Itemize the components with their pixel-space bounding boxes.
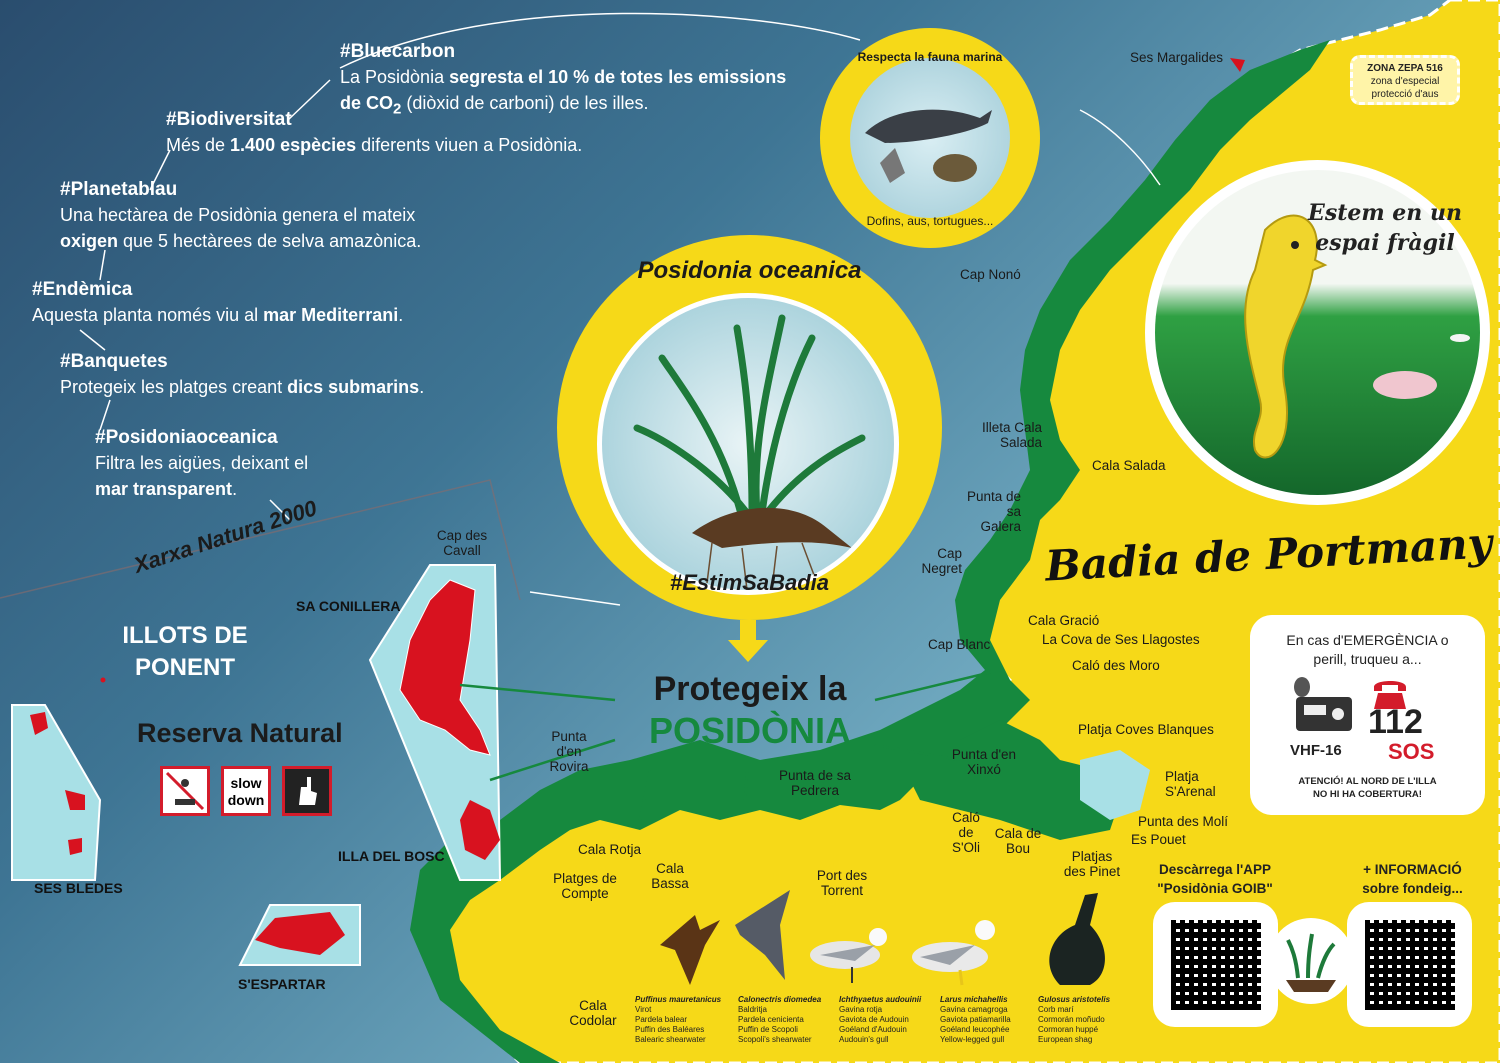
sos-label: SOS [1388, 739, 1435, 764]
bird-panel [620, 885, 1135, 1055]
bledes-island-3 [68, 838, 82, 855]
bird-caption: Puffinus mauretanicus Virot Pardela balear Puffin des Baléares Balearic shearwater [635, 995, 722, 1044]
bird-caption: Ichthyaetus audouinii Gavina rotja Gaviota de Audouin Goéland d'Audouin Audouin's gull [839, 995, 922, 1044]
place-label: Cap Nonó [960, 267, 1021, 282]
zepa-line3: protecció d'aus [1371, 89, 1439, 100]
place-label: Illeta Cala Salada [981, 420, 1042, 450]
fauna-top-label: Respecta la fauna marina [857, 50, 1003, 64]
protegeix-line1: Protegeix la [653, 670, 847, 708]
cory-shearwater-icon [735, 890, 790, 980]
fact-tag: #Planetablau [60, 179, 178, 200]
emergency-card [1250, 615, 1485, 815]
place-label: Platja Coves Blanques [1078, 722, 1214, 737]
fact-tag: #Biodiversitat [166, 109, 292, 130]
shearwater-balear-icon [660, 915, 720, 985]
posidonia-plant-icon [602, 298, 894, 590]
emergency-number: 112 [1368, 703, 1423, 741]
place-label: Port des Torrent [816, 868, 868, 898]
bird-caption: Gulosus aristotelis Corb marí Cormorán moñudo Cormoran huppé European shag [1038, 995, 1111, 1044]
fact-text: Protegeix les platges creant dics submarins. [60, 377, 425, 397]
arrow-down-icon [728, 620, 768, 665]
place-label: Cap Blanc [928, 637, 991, 652]
reserve-title [100, 620, 270, 684]
place-label: Caló de S'Oli [951, 810, 981, 855]
bay-title: Badia de Portmany [1044, 518, 1494, 591]
place-label: Cap des Cavall [436, 528, 488, 558]
place-label: Punta d'en Xinxó [951, 747, 1017, 777]
emergency-line2: perill, truqueu a... [1313, 651, 1422, 667]
reserve-title-line1: ILLOTS DE [122, 622, 248, 649]
seahorse-circle [1145, 160, 1490, 505]
fauna-bottom-label: Dofins, aus, tortugues... [866, 214, 994, 228]
fauna-circle [820, 28, 1040, 248]
place-label: Cala de Bou [994, 826, 1042, 856]
place-label: Ses Margalides [1130, 50, 1224, 65]
birds-illustration [620, 885, 1135, 995]
no-fishing-icon [160, 766, 210, 816]
no-touch-icon [282, 766, 332, 816]
slow-down-icon [221, 766, 271, 816]
fact-text: Filtra les aigües, deixant el mar transparent. [95, 453, 309, 499]
bird-caption: Calonectris diomedea Baldritja Pardela cenicienta Puffin de Scopoli Scopoli's shearwater [738, 995, 822, 1044]
emergency-line1: En cas d'EMERGÈNCIA o [1286, 632, 1449, 648]
info-line2: sobre fondeig... [1362, 881, 1463, 896]
fact-text: Una hectàrea de Posidònia genera el mateix oxigen que 5 hectàrees de selva amazònica. [60, 205, 422, 251]
reserve-title-line2: PONENT [134, 654, 235, 681]
reserve-subtitle: Reserva Natural [137, 718, 343, 748]
place-label: Platjas des Pinet [1063, 849, 1121, 879]
app-qr-card[interactable] [1153, 902, 1278, 1027]
island-label: S'ESPARTAR [238, 976, 326, 992]
info-qr-code[interactable] [1365, 920, 1455, 1010]
island-label: SES BLEDES [34, 880, 123, 896]
island-label: ILLA DEL BOSC [338, 848, 445, 864]
warn-line2: NO HI HA COBERTURA! [1313, 789, 1422, 800]
audouin-gull-icon [810, 928, 887, 983]
yellow-legged-gull-icon [912, 920, 995, 985]
slow-label: slow [230, 775, 262, 791]
app-qr-code[interactable] [1171, 920, 1261, 1010]
radio-icon [1288, 677, 1358, 742]
place-label: Cap Negret [921, 546, 962, 576]
fact-banquetes [60, 350, 480, 400]
fact-biodiversitat [166, 108, 646, 158]
place-label: Punta de sa Galera [966, 489, 1021, 534]
place-label: Cala Gració [1028, 613, 1100, 628]
app-line2: "Posidònia GOIB" [1157, 881, 1273, 896]
place-label: Punta de sa Pedrera [778, 768, 852, 798]
info-line1: + INFORMACIÓ [1363, 862, 1462, 877]
place-label: Punta d'en Rovira [549, 729, 589, 774]
place-label: Cala Codolar [569, 998, 617, 1028]
fact-posidoniaoceanica [95, 426, 345, 502]
protegeix-title [620, 668, 880, 752]
fact-text: La Posidònia segresta el 10 % de totes les emissions de $CO_2$ (diòxid de carboni) de les illes. [340, 67, 787, 118]
zepa-badge [1350, 55, 1460, 105]
island-label: SA CONILLERA [296, 598, 401, 614]
warn-line1: ATENCIÓ! AL NORD DE L'ILLA [1298, 776, 1437, 787]
info-label [1345, 860, 1480, 898]
shag-icon [1049, 893, 1105, 985]
seahorse-line2: espai fràgil [1315, 230, 1455, 256]
info-qr-card[interactable] [1347, 902, 1472, 1027]
fact-tag: #Posidoniaoceanica [95, 427, 278, 448]
fact-text: Més de 1.400 espècies diferents viuen a Posidònia. [166, 135, 583, 155]
place-label: Cala Salada [1092, 458, 1166, 473]
dolphin-turtle-icon [860, 88, 1000, 188]
place-label: Cala Bassa [651, 861, 689, 891]
fact-tag: #Endèmica [32, 279, 133, 300]
place-label: Cala Rotja [578, 842, 642, 857]
place-label: La Cova de Ses Llagostes [1042, 632, 1200, 647]
place-label: Platja S'Arenal [1165, 769, 1216, 799]
bird-caption: Larus michahellis Gavina camagroga Gaviota patiamarilla Goéland leucophée Yellow-legged gull [940, 995, 1011, 1044]
place-label: Es Pouet [1131, 832, 1186, 847]
down-label: down [227, 792, 265, 808]
fact-text: Aquesta planta només viu al mar Mediterrani. [32, 305, 404, 325]
fact-tag: #Bluecarbon [340, 41, 456, 62]
vhf-label: VHF-16 [1290, 742, 1342, 759]
app-label [1150, 860, 1280, 898]
zepa-line2: zona d'especial [1370, 76, 1440, 87]
zepa-line1: ZONA ZEPA 516 [1367, 63, 1443, 74]
posidonia-circle [557, 235, 942, 620]
fact-planetablau [60, 178, 470, 254]
bledes-zone [12, 705, 100, 880]
place-label: Caló des Moro [1072, 658, 1160, 673]
place-label: Platges de Compte [553, 871, 617, 901]
fact-tag: #Banquetes [60, 351, 168, 372]
posidonia-top-label: Posidonia oceanica [637, 257, 862, 284]
seahorse-line1: Estem en un [1308, 200, 1462, 226]
natura-2000-label: Xarxa Natura 2000 [130, 495, 320, 578]
posidonia-logo [1268, 918, 1354, 1004]
place-label: Punta des Molí [1138, 814, 1229, 829]
app-line1: Descàrrega l'APP [1158, 862, 1272, 877]
protegeix-line2: POSIDÒNIA [648, 710, 852, 751]
posidonia-bottom-label: #EstimSaBadia [670, 570, 829, 595]
fact-endemica [32, 278, 472, 328]
